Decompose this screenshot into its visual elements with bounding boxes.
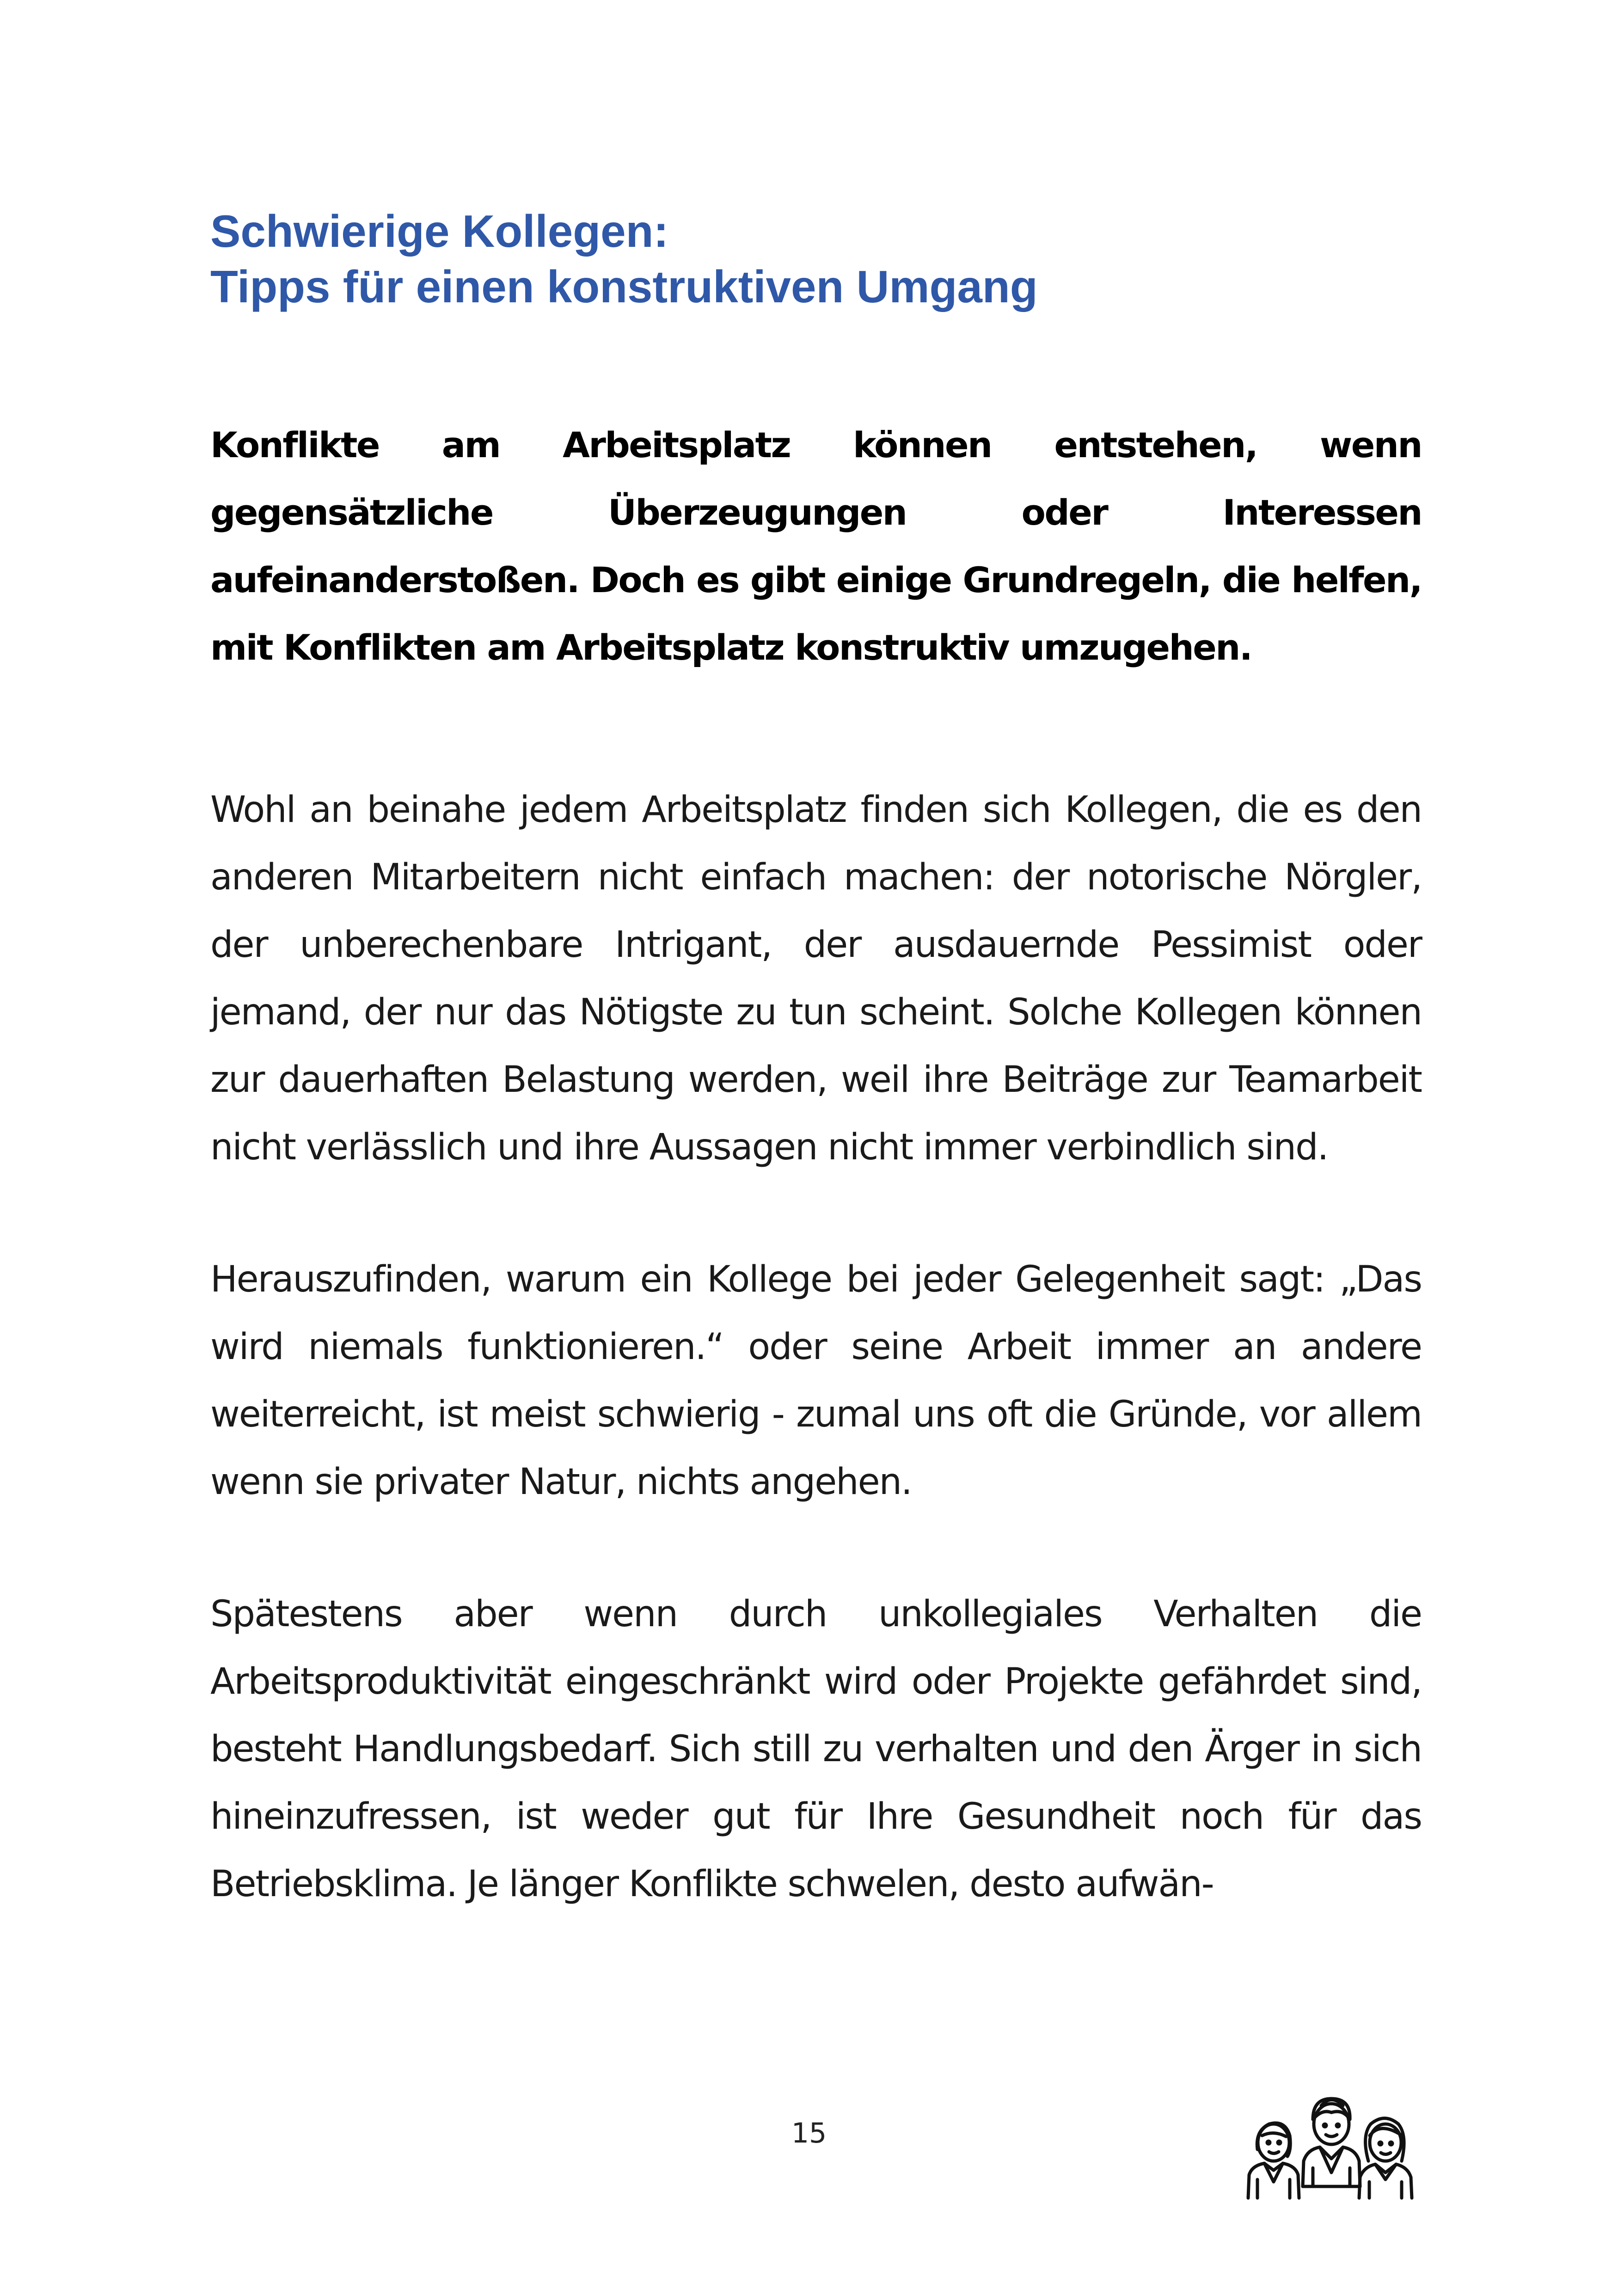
title-line-1: Schwierige Kollegen: xyxy=(210,206,669,257)
title-line-2: Tipps für einen konstruktiven Umgang xyxy=(210,261,1038,312)
page-number: 15 xyxy=(791,2117,827,2149)
page-content xyxy=(210,203,1422,1918)
person-left-icon xyxy=(1248,2123,1299,2198)
body-paragraph-3: Spätestens aber wenn durch unkollegiales Verhalten die Arbeitsproduktivität eingeschränkt wird oder Projekte gefährdet sind, besteht Handlungsbedarf. Sich still zu verhalten und den Ärger in sich hineinzufressen, ist weder gut für Ihre Gesundheit noch für das Betriebsklima. Je länger Konflikte schwelen, desto aufwän- xyxy=(210,1593,1422,1905)
lead-paragraph: Konflikte am Arbeitsplatz können entstehen, wenn gegensätzliche Überzeugungen oder Interessen aufeinanderstoßen. Doch es gibt einige Grundregeln, die helfen, mit Konflikten am Arbeitsplatz konstruktiv umzugehen. xyxy=(210,424,1422,668)
person-right-icon xyxy=(1359,2118,1412,2198)
page-title xyxy=(210,203,1422,314)
three-people-icon xyxy=(1244,2080,1419,2200)
body-paragraph-1: Wohl an beinahe jedem Arbeitsplatz finden sich Kollegen, die es den anderen Mitarbeitern nicht einfach machen: der notorische Nörgler, der unberechenbare Intrigant, der ausdauernde Pessimist oder jemand, der nur das Nötigste zu tun scheint. Solche Kollegen können zur dauerhaften Belastung werden, weil ihre Beiträge zur Teamarbeit nicht verlässlich und ihre Aussagen nicht immer verbindlich sind. xyxy=(210,789,1422,1168)
person-middle-icon xyxy=(1303,2099,1360,2186)
body-paragraph-2: Herauszufinden, warum ein Kollege bei jeder Gelegenheit sagt: „Das wird niemals funktionieren.“ oder seine Arbeit immer an andere weiterreicht, ist meist schwierig - zumal uns oft die Gründe, vor allem wenn sie privater Natur, nichts angehen. xyxy=(210,1259,1422,1503)
